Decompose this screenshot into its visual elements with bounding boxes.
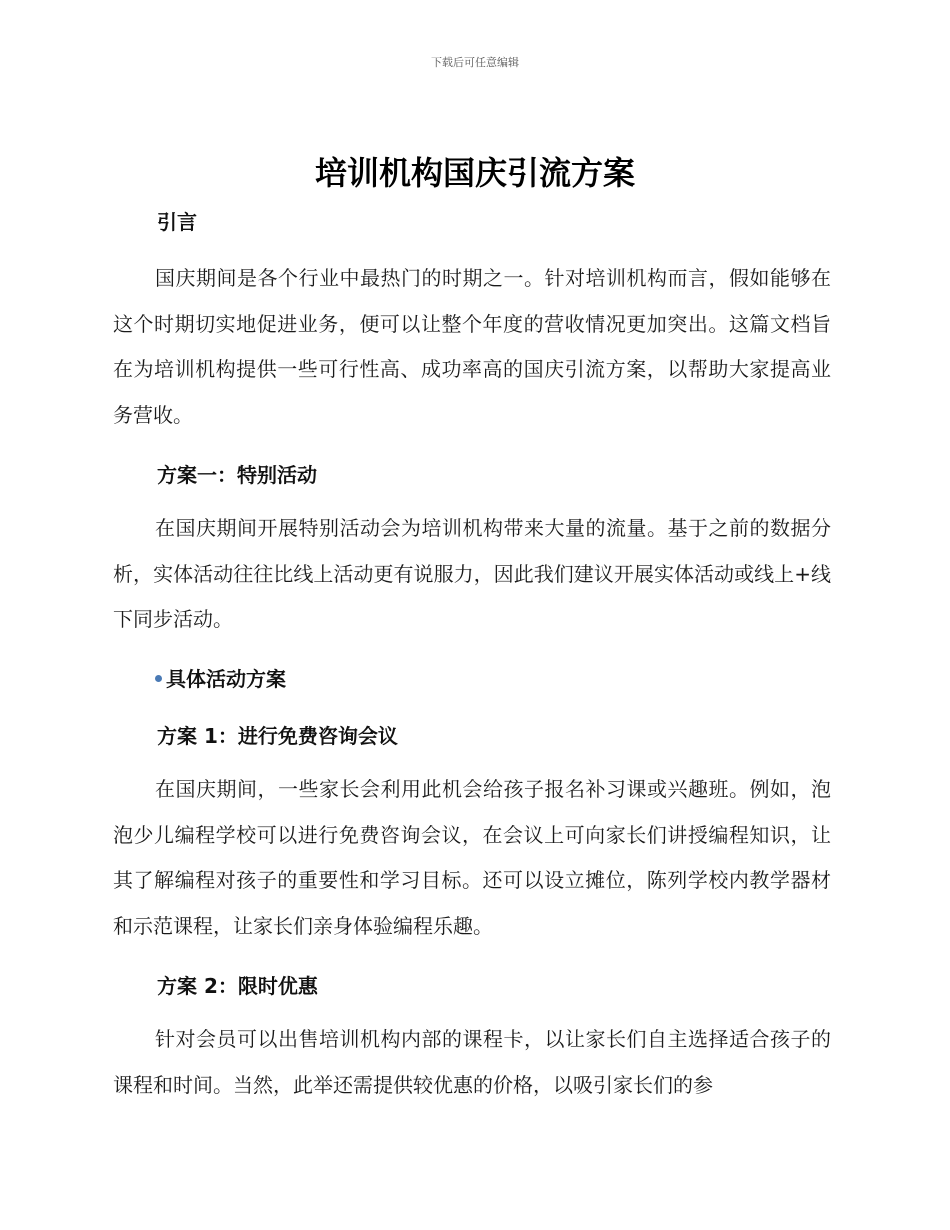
sub1-heading: 方案 1：进行免费咨询会议 — [157, 724, 398, 748]
bullet-heading-line — [155, 663, 286, 692]
header-note: 下载后可任意编辑 — [431, 56, 519, 69]
plan1-heading: 方案一：特别活动 — [157, 463, 317, 487]
plan1-paragraph: 在国庆期间开展特别活动会为培训机构带来大量的流量。基于之前的数据分析，实体活动往往比线上活动更有说服力，因此我们建议开展实体活动或线上+线下同步活动。 — [113, 516, 831, 631]
bullet-dot-icon — [155, 675, 162, 682]
document-title: 培训机构国庆引流方案 — [314, 154, 635, 192]
intro-paragraph: 国庆期间是各个行业中最热门的时期之一。针对培训机构而言，假如能够在这个时期切实地促进业务，便可以让整个年度的营收情况更加突出。这篇文档旨在为培训机构提供一些可行性高、成功率高的国庆引流方案，以帮助大家提高业务营收。 — [113, 266, 831, 427]
sub2-paragraph: 针对会员可以出售培训机构内部的课程卡，以让家长们自主选择适合孩子的课程和时间。当然，此举还需提供较优惠的价格，以吸引家长们的参 — [113, 1027, 831, 1097]
bullet-heading: 具体活动方案 — [166, 667, 286, 691]
sub1-paragraph: 在国庆期间，一些家长会利用此机会给孩子报名补习课或兴趣班。例如，泡泡少儿编程学校可以进行免费咨询会议，在会议上可向家长们讲授编程知识，让其了解编程对孩子的重要性和学习目标。还可以设立摊位，陈列学校内教学器材和示范课程，让家长们亲身体验编程乐趣。 — [113, 777, 831, 938]
intro-heading: 引言 — [157, 210, 197, 234]
sub2-heading: 方案 2：限时优惠 — [157, 974, 318, 998]
